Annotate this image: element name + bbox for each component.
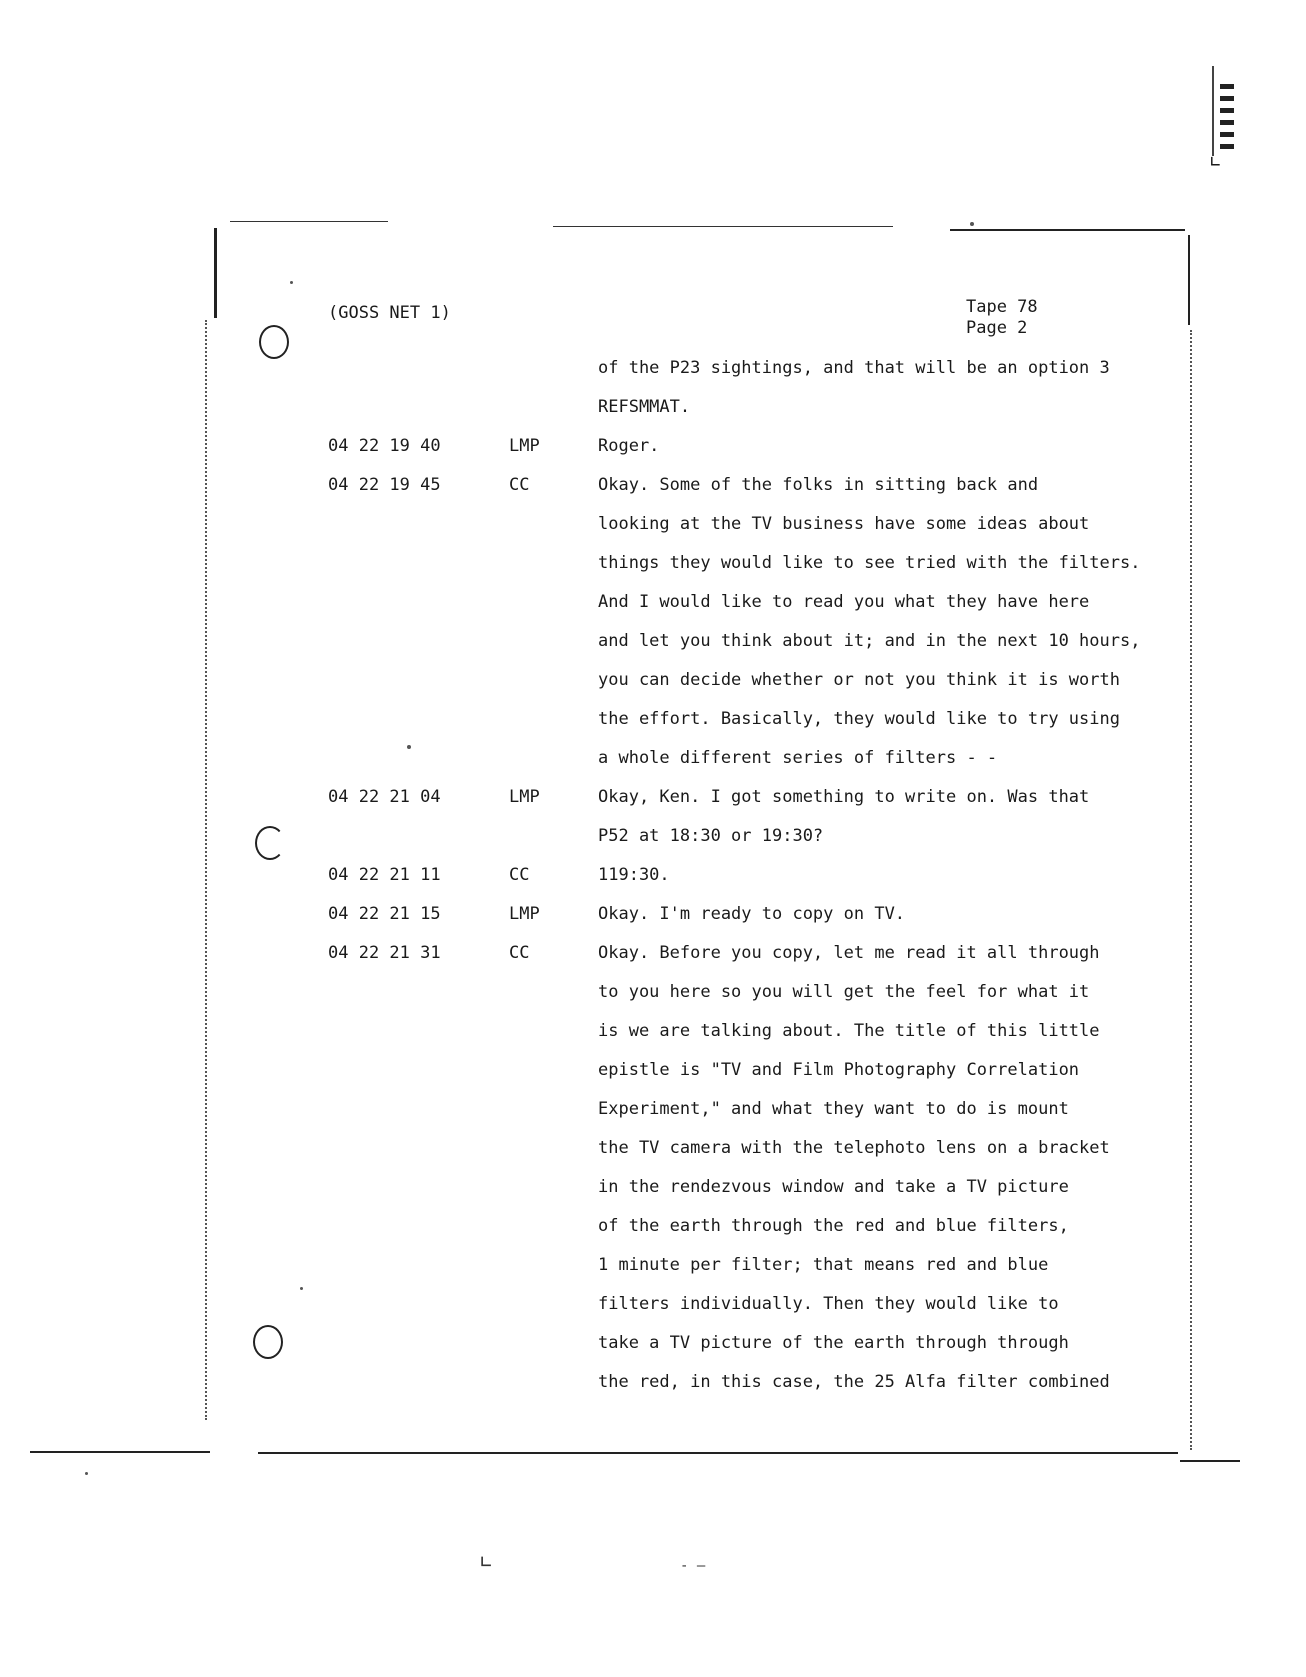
utterance: things they would like to see tried with the filters.	[598, 553, 1141, 573]
top-border-left	[230, 221, 388, 222]
transcript-row	[0, 622, 1306, 660]
utterance: Experiment," and what they want to do is mount	[598, 1099, 1069, 1119]
utterance: And I would like to read you what they have here	[598, 592, 1090, 612]
utterance: you can decide whether or not you think it is worth	[598, 670, 1120, 690]
timestamp: 04 22 21 31	[328, 943, 441, 963]
utterance: 1 minute per filter; that means red and blue	[598, 1255, 1049, 1275]
transcript-row	[0, 973, 1306, 1011]
transcript-row	[0, 1090, 1306, 1128]
timestamp: 04 22 21 11	[328, 865, 441, 885]
transcript-row	[0, 1324, 1306, 1362]
speaker: LMP	[509, 787, 540, 807]
timestamp: 04 22 19 45	[328, 475, 441, 495]
utterance: Roger.	[598, 436, 660, 456]
speaker: CC	[509, 475, 530, 495]
transcript-row	[0, 1012, 1306, 1050]
utterance: of the P23 sightings, and that will be an option 3	[598, 358, 1110, 378]
transcript-row	[0, 739, 1306, 777]
utterance: take a TV picture of the earth through through	[598, 1333, 1069, 1353]
utterance: the TV camera with the telephoto lens on a bracket	[598, 1138, 1110, 1158]
utterance: to you here so you will get the feel for what it	[598, 982, 1090, 1002]
transcript-row	[0, 427, 1306, 465]
utterance: REFSMMAT.	[598, 397, 691, 417]
corner-mark-bar	[1220, 84, 1234, 89]
timestamp: 04 22 21 04	[328, 787, 441, 807]
corner-mark-bar	[1220, 144, 1234, 149]
utterance: is we are talking about. The title of this little	[598, 1021, 1100, 1041]
transcript-row	[0, 1207, 1306, 1245]
corner-mark-bar	[1220, 96, 1234, 101]
utterance: epistle is "TV and Film Photography Correlation	[598, 1060, 1080, 1080]
scan-speck	[970, 222, 974, 226]
transcript-row	[0, 895, 1306, 933]
transcript-row	[0, 934, 1306, 972]
utterance: Okay. I'm ready to copy on TV.	[598, 904, 906, 924]
utterance: Okay. Some of the folks in sitting back and	[598, 475, 1039, 495]
corner-mark-bar	[1220, 120, 1234, 125]
transcript-row	[0, 349, 1306, 387]
bottom-border-right	[1180, 1460, 1240, 1462]
transcript-row	[0, 1246, 1306, 1284]
utterance: the red, in this case, the 25 Alfa filter combined	[598, 1372, 1110, 1392]
tape-label: Tape 78	[966, 297, 1038, 317]
timestamp: 04 22 21 15	[328, 904, 441, 924]
transcript-row	[0, 583, 1306, 621]
utterance: filters individually. Then they would like to	[598, 1294, 1059, 1314]
transcript-row	[0, 1363, 1306, 1401]
timestamp: 04 22 19 40	[328, 436, 441, 456]
transcript-row	[0, 778, 1306, 816]
scan-speck	[85, 1472, 88, 1475]
utterance: P52 at 18:30 or 19:30?	[598, 826, 824, 846]
speaker: LMP	[509, 904, 540, 924]
left-border	[214, 228, 217, 318]
transcript-row	[0, 1129, 1306, 1167]
utterance: Okay. Before you copy, let me read it all through	[598, 943, 1100, 963]
right-border	[1188, 235, 1190, 325]
corner-mark-edge	[1212, 66, 1214, 156]
transcript-row	[0, 1285, 1306, 1323]
scan-mark-bracket: ∟	[480, 1550, 493, 1574]
scan-mark-dash: - —	[680, 1558, 706, 1574]
utterance: 119:30.	[598, 865, 670, 885]
transcript-row	[0, 700, 1306, 738]
transcript-row	[0, 505, 1306, 543]
utterance: Okay, Ken. I got something to write on. Was that	[598, 787, 1090, 807]
transcript-row	[0, 817, 1306, 855]
corner-registration-mark	[1210, 66, 1238, 173]
utterance: the effort. Basically, they would like to try using	[598, 709, 1120, 729]
bottom-border-left	[30, 1451, 210, 1453]
transcript-row	[0, 388, 1306, 426]
transcript-row	[0, 1051, 1306, 1089]
transcript-row	[0, 1168, 1306, 1206]
speaker: CC	[509, 943, 530, 963]
corner-mark-bar	[1220, 132, 1234, 137]
corner-mark-bar	[1220, 108, 1234, 113]
net-label: (GOSS NET 1)	[328, 303, 451, 323]
page-number: Page 2	[966, 318, 1028, 338]
utterance: in the rendezvous window and take a TV picture	[598, 1177, 1069, 1197]
bottom-border-main	[258, 1452, 1178, 1454]
transcript-row	[0, 661, 1306, 699]
transcript-row	[0, 544, 1306, 582]
utterance: of the earth through the red and blue filters,	[598, 1216, 1069, 1236]
scan-speck	[290, 281, 293, 284]
utterance: looking at the TV business have some ideas about	[598, 514, 1090, 534]
corner-mark-tick: ∟	[1210, 152, 1221, 173]
utterance: and let you think about it; and in the next 10 hours,	[598, 631, 1141, 651]
top-border-middle	[553, 226, 893, 227]
transcript-row	[0, 856, 1306, 894]
transcript-row	[0, 466, 1306, 504]
speaker: CC	[509, 865, 530, 885]
top-border-right	[950, 229, 1185, 231]
speaker: LMP	[509, 436, 540, 456]
utterance: a whole different series of filters - -	[598, 748, 998, 768]
